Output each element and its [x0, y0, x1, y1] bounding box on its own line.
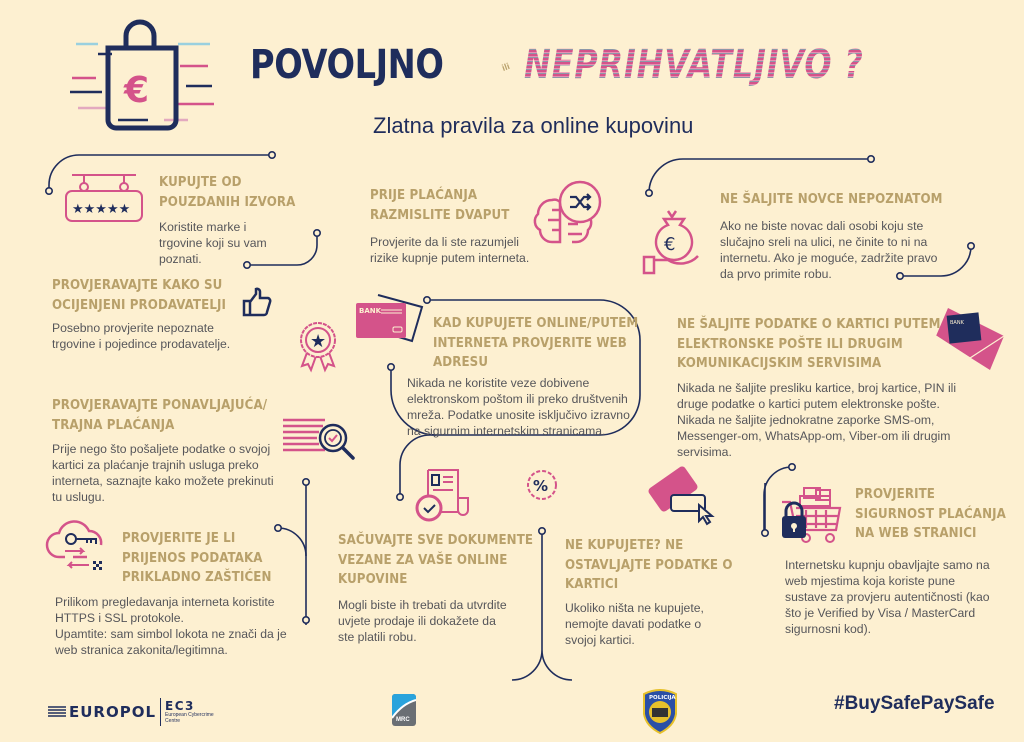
brain-shuffle-icon: [532, 180, 602, 250]
rule-heading: PROVJERITE JE LI PRIJENOS PODATAKA PRIKLADNO ZAŠTIĆEN: [122, 531, 272, 585]
svg-text:BANK: BANK: [950, 320, 964, 326]
award-rosette-icon: [298, 320, 338, 372]
svg-text:€: €: [124, 70, 150, 111]
cart-lock-icon: [780, 486, 850, 551]
rule-body: Mogli biste ih trebati da utvrdite uvjete prodaje ili dokažete da ste platili robu.: [338, 598, 507, 644]
page-subtitle: Zlatna pravila za online kupovinu: [373, 113, 694, 138]
europol-logo: EUROPOL EC3 European Cybercrime Centre: [48, 698, 214, 726]
svg-text:★: ★: [310, 331, 327, 352]
rule-heading: PROVJERAVAJTE KAKO SU OCIJENJENI PRODAVATELJI: [52, 278, 227, 313]
svg-text:€: €: [664, 234, 676, 255]
rule-heading: NE KUPUJETE? NE OSTAVLJAJTE PODATKE O KARTICI: [565, 538, 733, 592]
rule-body: Koristite marke i trgovine koji su vam poznati.: [159, 220, 267, 266]
document-magnifier-icon: [283, 417, 358, 462]
card-cursor-icon: [645, 471, 720, 526]
svg-text:BANK: BANK: [359, 307, 382, 315]
rule-body: Prilikom pregledavanja interneta koristite HTTPS i SSL protokole. Upamtite: sam simbol lokota ne znači da je web stranica zakonita/legitimna.: [55, 595, 287, 657]
policija-badge-logo: [640, 688, 680, 734]
cloud-key-icon: [45, 525, 115, 575]
money-bag-hand-icon: [642, 205, 702, 275]
title-part-1: POVOLJNO: [250, 42, 444, 88]
rule-heading: SAČUVAJTE SVE DOKUMENTE VEZANE ZA VAŠE ONLINE KUPOVINE: [338, 533, 534, 587]
rule-body: Prije nego što pošaljete podatke o svojoj kartici za plaćanje trajnih usluga preko interneta, saznajte kako možete prekinuti tu uslugu.: [52, 442, 274, 504]
rule-body: Internetsku kupnju obavljajte samo na web mjestima koja koriste pune sustave za provjeru autentičnosti (kao što je Verified by Visa / MasterCard sigurnosni kod).: [785, 558, 990, 636]
shop-sign-stars-icon: [64, 173, 144, 223]
rule-heading: NE ŠALJITE PODATKE O KARTICI PUTEM ELEKTRONSKE POŠTE ILI DRUGIM KOMUNIKACIJSKIM SERVISIMA: [677, 317, 941, 371]
discount-percent-badge-icon: [525, 468, 559, 502]
rule-body: Ako ne biste novac dali osobi koju ste slučajno sreli na ulici, ne činite to ni na internetu. Ako je moguće, zadržite pravo da prvo primite robu.: [720, 219, 938, 281]
rule-body: Nikada ne koristite veze dobivene elektronskom poštom ili preko društvenih mreža. Podatke unosite isključivo izravno na sigurnim internetskim stranicama.: [407, 376, 630, 438]
bank-card-icon: [356, 293, 426, 343]
svg-text:POLICIJA: POLICIJA: [649, 695, 676, 701]
svg-text:★★★★★: ★★★★★: [72, 202, 131, 217]
rule-body: Nikada ne šaljite presliku kartice, broj kartice, PIN ili druge podatke o kartici putem elektronske pošte. Nikada ne šaljite jednokratne zaporke SMS-om, Messenger-om, WhatsApp-om, Viber-om ili drugim servisima.: [677, 381, 957, 459]
envelope-card-icon: [934, 306, 1004, 371]
svg-text:%: %: [533, 477, 549, 495]
rule-body: Posebno provjerite nepoznate trgovine i pojedince prodavatelje.: [52, 321, 231, 351]
rule-heading: KUPUJTE OD POUZDANIH IZVORA: [159, 175, 296, 210]
rule-heading: KAD KUPUJETE ONLINE/PUTEM INTERNETA PROVJERITE WEB ADRESU: [433, 316, 639, 370]
rule-body: Ukoliko ništa ne kupujete, nemojte davati podatke o svojoj kartici.: [565, 601, 704, 647]
rule-body: Provjerite da li ste razumjeli rizike kupnje putem interneta.: [370, 235, 530, 265]
title-connector: ili: [500, 61, 511, 73]
receipt-check-icon: [416, 468, 471, 523]
thumbs-up-icon: [242, 288, 272, 318]
rule-heading: PRIJE PLAĆANJA RAZMISLITE DVAPUT: [370, 188, 510, 223]
rule-heading: PROVJERAVAJTE PONAVLJAJUĆA/ TRAJNA PLAĆANJA: [52, 398, 268, 433]
mrc-logo: MRC: [392, 694, 416, 726]
title-part-2: NEPRIHVATLJIVO ?: [524, 42, 864, 88]
europol-emblem-icon: [48, 705, 66, 719]
rule-heading: PROVJERITE SIGURNOST PLAĆANJA NA WEB STRANICI: [855, 487, 1006, 541]
rule-heading: NE ŠALJITE NOVCE NEPOZNATOM: [720, 192, 943, 207]
hashtag: #BuySafePaySafe: [834, 693, 995, 714]
